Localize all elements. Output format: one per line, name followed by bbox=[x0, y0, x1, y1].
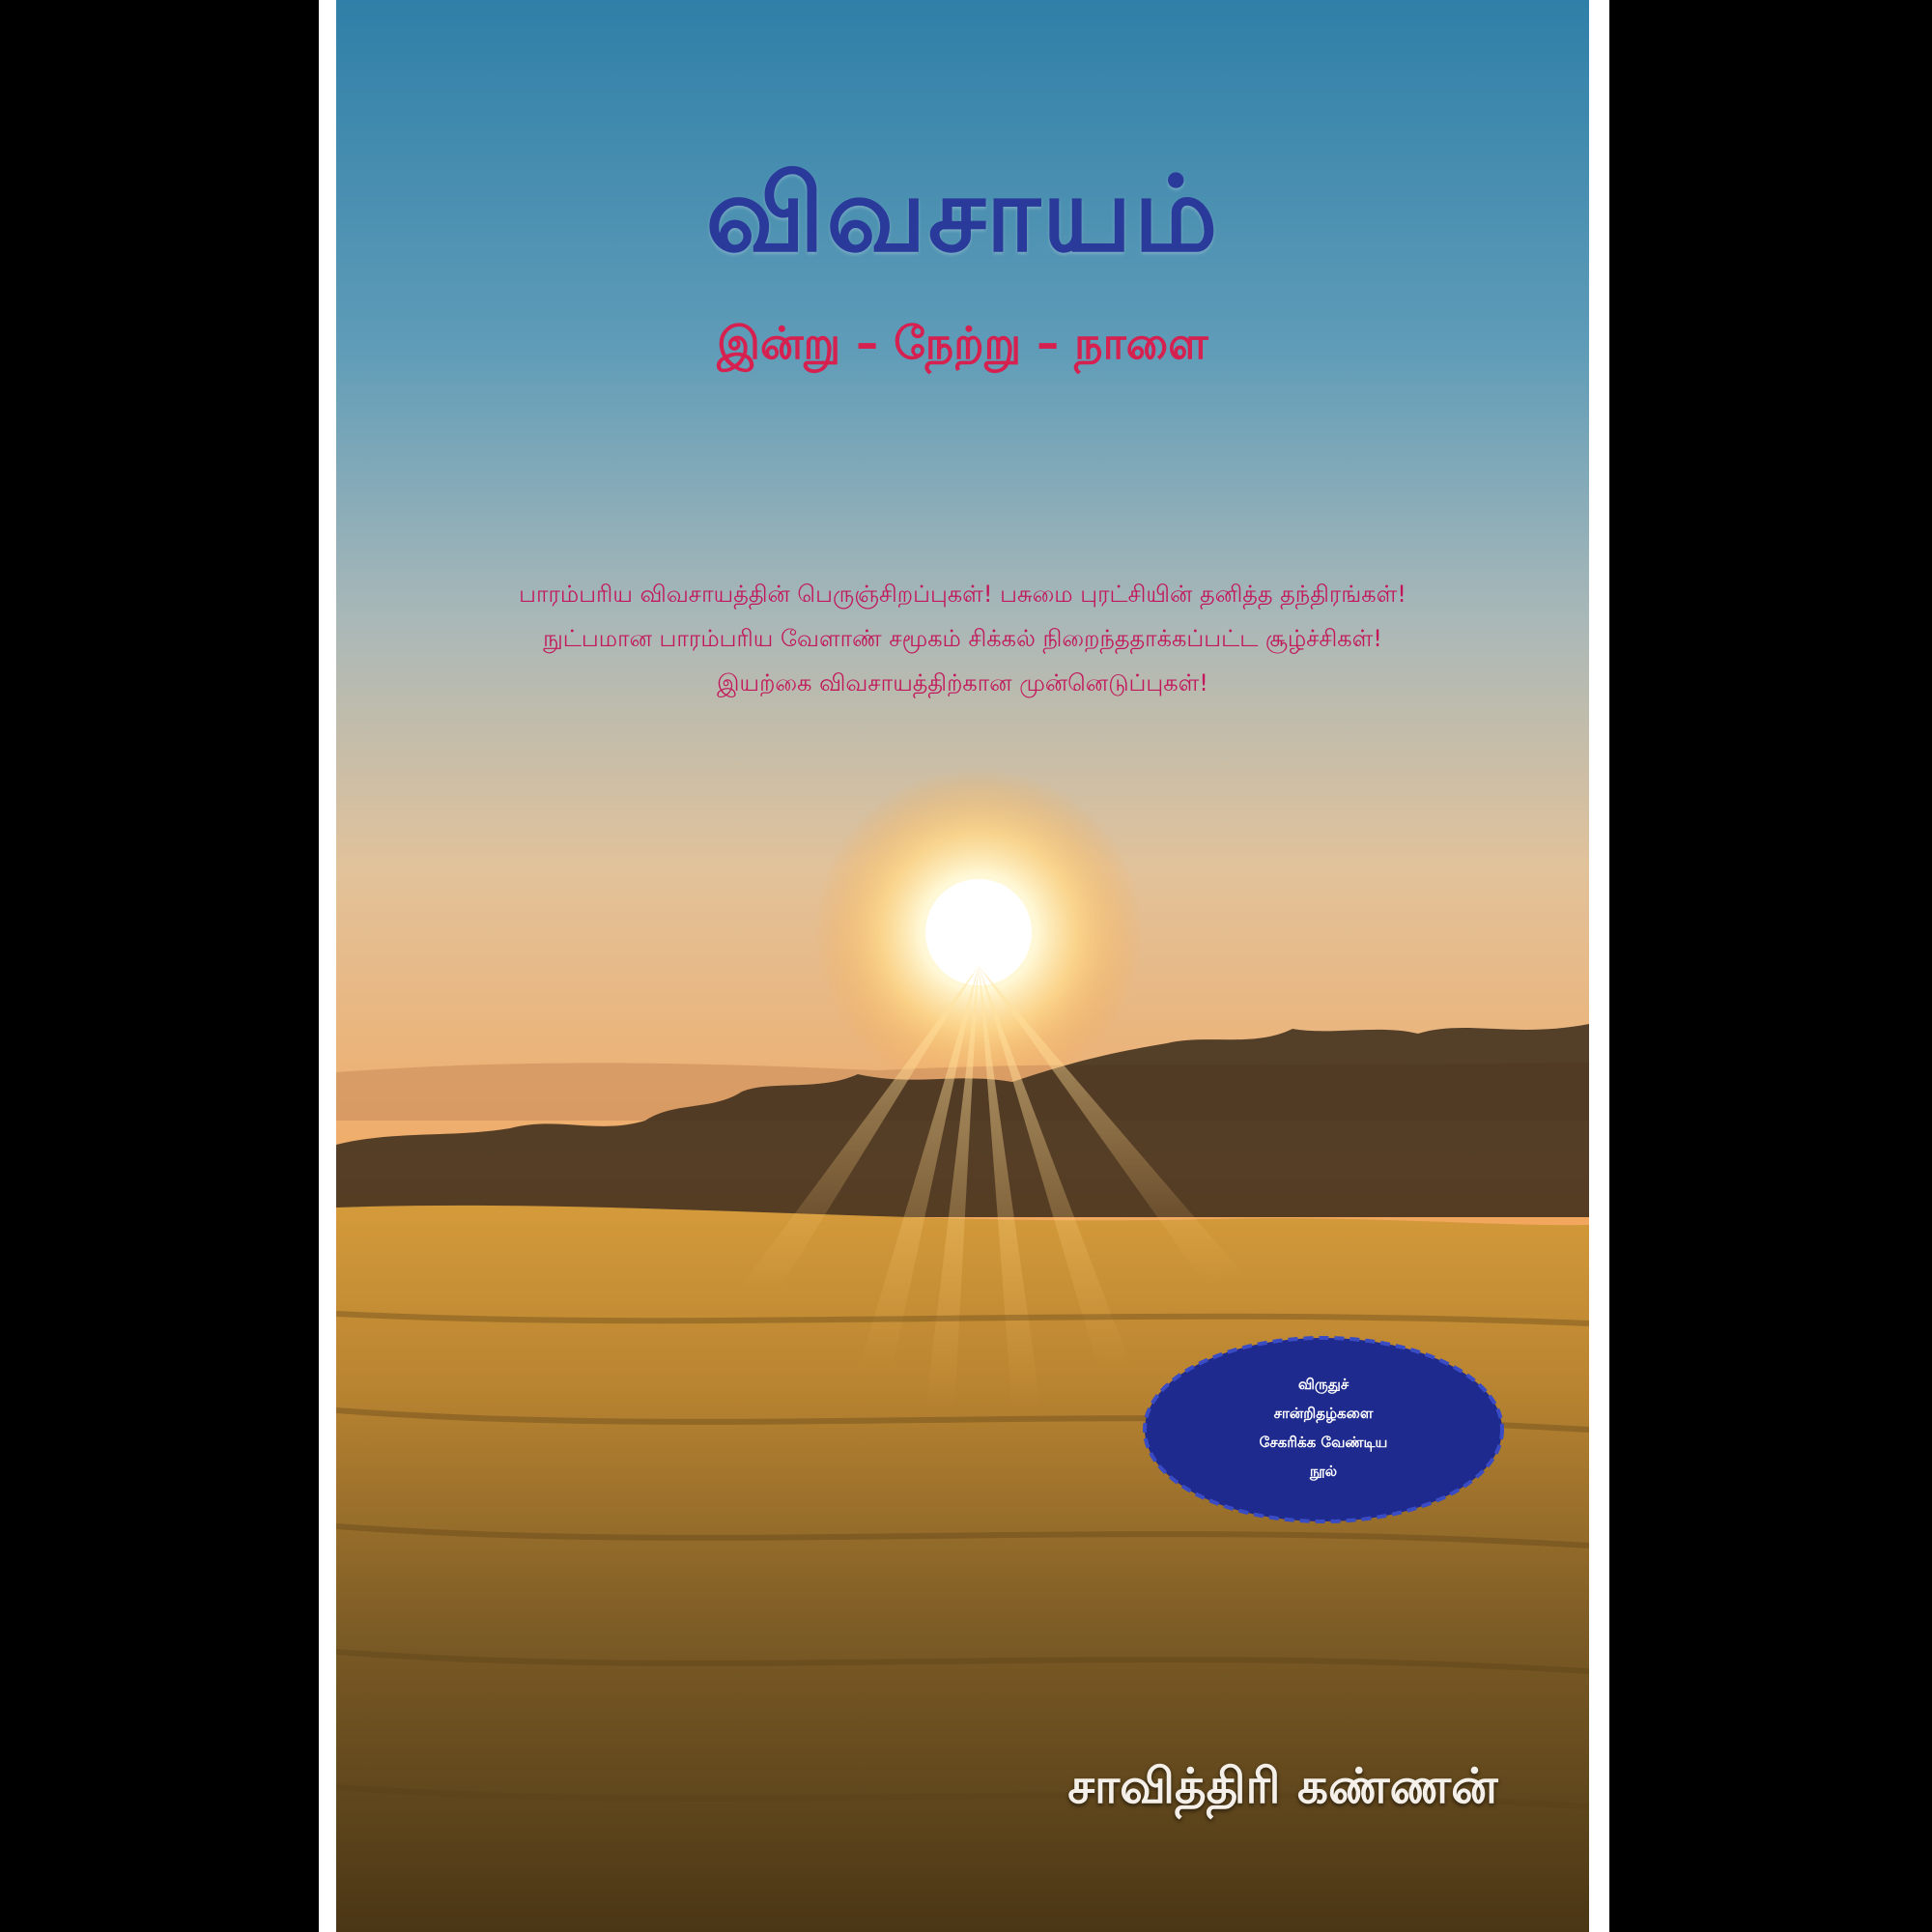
badge-line: விருதுச் bbox=[1297, 1376, 1350, 1393]
badge-line: நூல் bbox=[1309, 1463, 1338, 1480]
book-tagline bbox=[394, 572, 1531, 705]
badge-line: சேகரிக்க வேண்டிய bbox=[1259, 1434, 1388, 1451]
book-cover bbox=[336, 0, 1589, 1932]
book-author: சாவித்திரி கண்ணன் bbox=[1067, 1758, 1498, 1814]
badge-text bbox=[1179, 1370, 1468, 1486]
sunrise-field-illustration bbox=[336, 0, 1589, 1932]
book-subtitle: இன்று – நேற்று – நாளை bbox=[717, 317, 1208, 369]
tagline-line: நுட்பமான பாரம்பரிய வேளாண் சமூகம் சிக்கல் நிறைந்ததாக்கப்பட்ட சூழ்ச்சிகள்! bbox=[543, 625, 1382, 652]
badge-line: சான்றிதழ்களை bbox=[1273, 1405, 1374, 1422]
book-title: விவசாயம் bbox=[705, 155, 1220, 275]
tagline-line: பாரம்பரிய விவசாயத்தின் பெருஞ்சிறப்புகள்! பசுமை புரட்சியின் தனித்த தந்திரங்கள்! bbox=[519, 581, 1406, 608]
award-badge bbox=[1140, 1333, 1507, 1526]
tagline-line: இயற்கை விவசாயத்திற்கான முன்னெடுப்புகள்! bbox=[717, 669, 1208, 696]
